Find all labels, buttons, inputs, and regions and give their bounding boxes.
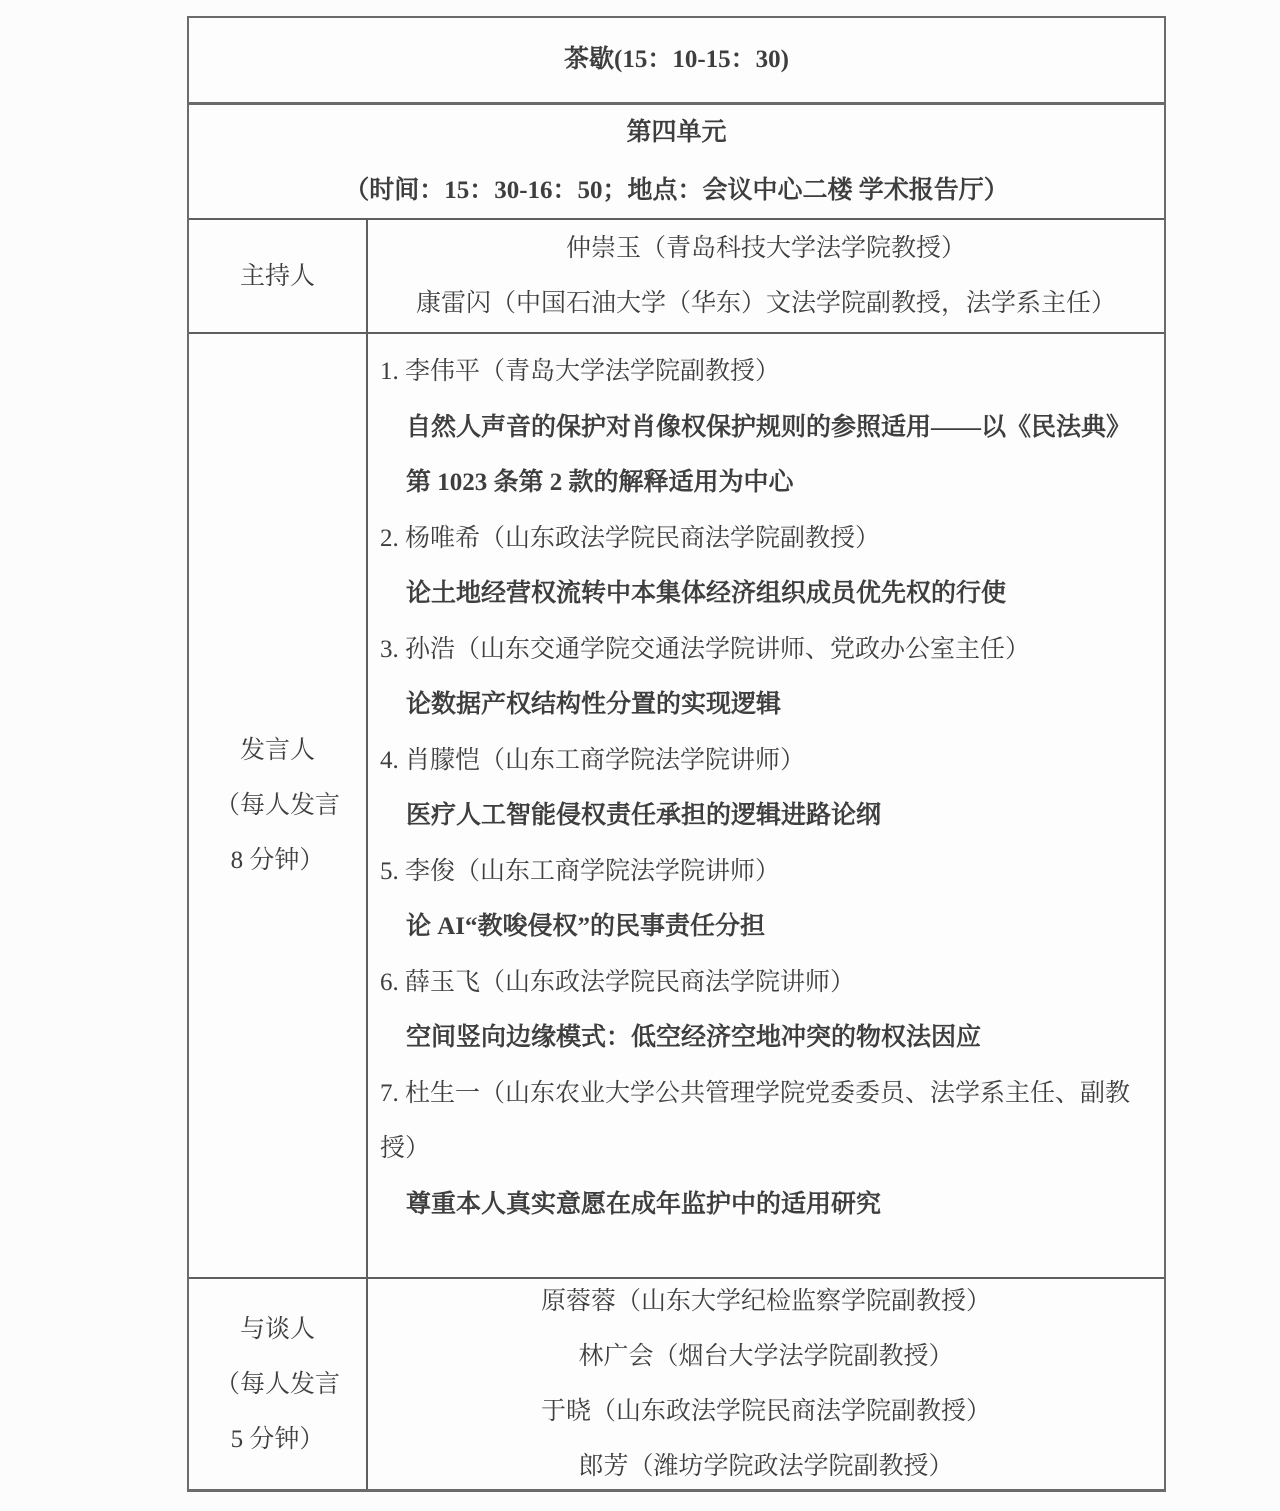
speakers-list-cell [366, 334, 1164, 1277]
speaker-2-title: 论土地经营权流转中本集体经济组织成员优先权的行使 [406, 580, 1007, 607]
speaker-4-name: 4. 肖朦恺（山东工商学院法学院讲师） [380, 746, 806, 774]
session-header-row [189, 102, 1164, 218]
host-name-1: 仲崇玉（青岛科技大学法学院教授） [565, 235, 966, 262]
discussant-name-1: 原蓉蓉（山东大学纪检监察学院副教授） [540, 1288, 991, 1315]
host-label: 主持人 [239, 262, 315, 290]
discussant-name-3: 于晓（山东政法学院民商法学院副教授） [540, 1398, 991, 1425]
speaker-4-title: 医疗人工智能侵权责任承担的逻辑进路论纲 [406, 802, 882, 829]
speaker-1-name: 1. 李伟平（青岛大学法学院副教授） [380, 358, 781, 385]
host-name-2: 康雷闪（中国石油大学（华东）文法学院副教授，法学系主任） [415, 290, 1116, 317]
discussants-names-cell [366, 1279, 1164, 1489]
discussants-row [189, 1277, 1164, 1489]
discussant-name-2: 林广会（烟台大学法学院副教授） [578, 1343, 954, 1370]
tea-break-text: 茶歇(15：10-15：30) [564, 46, 789, 73]
speaker-7-name: 7. 杜生一（山东农业大学公共管理学院党委委员、法学系主任、副教授） [380, 1079, 1131, 1162]
speakers-note-line1: （每人发言 [214, 792, 340, 819]
discussants-label: 与谈人 [239, 1315, 315, 1343]
speaker-5-title: 论 AI“教唆侵权”的民事责任分担 [406, 913, 766, 940]
host-names-cell [366, 220, 1164, 332]
speakers-label-cell [189, 334, 366, 1277]
session-time-location: （时间：15：30-16：50；地点：会议中心二楼 学术报告厅） [344, 176, 1009, 204]
discussant-name-4: 郎芳（潍坊学院政法学院副教授） [578, 1453, 954, 1480]
host-row [189, 218, 1164, 332]
speaker-1-title: 自然人声音的保护对肖像权保护规则的参照适用——以《民法典》第 1023 条第 2 款的解释适用为中心 [406, 413, 1132, 496]
discussants-note-line2: 5 分钟） [230, 1425, 325, 1453]
speaker-3-name: 3. 孙浩（山东交通学院交通法学院讲师、党政办公室主任） [380, 635, 1031, 663]
speakers-label: 发言人 [239, 737, 315, 764]
tea-break-row [189, 18, 1164, 102]
speaker-5-name: 5. 李俊（山东工商学院法学院讲师） [380, 857, 781, 885]
session-title: 第四单元 [626, 118, 727, 146]
program-table [187, 16, 1166, 1492]
speaker-6-title: 空间竖向边缘模式：低空经济空地冲突的物权法因应 [406, 1024, 982, 1051]
discussants-note-line1: （每人发言 [214, 1370, 340, 1398]
speakers-note-line2: 8 分钟） [230, 847, 325, 874]
speakers-row [189, 332, 1164, 1277]
discussants-label-cell [189, 1279, 366, 1489]
speaker-3-title: 论数据产权结构性分置的实现逻辑 [406, 691, 782, 718]
speaker-7-title: 尊重本人真实意愿在成年监护中的适用研究 [406, 1190, 882, 1218]
speaker-2-name: 2. 杨唯希（山东政法学院民商法学院副教授） [380, 524, 881, 552]
speaker-6-name: 6. 薛玉飞（山东政法学院民商法学院讲师） [380, 968, 856, 996]
